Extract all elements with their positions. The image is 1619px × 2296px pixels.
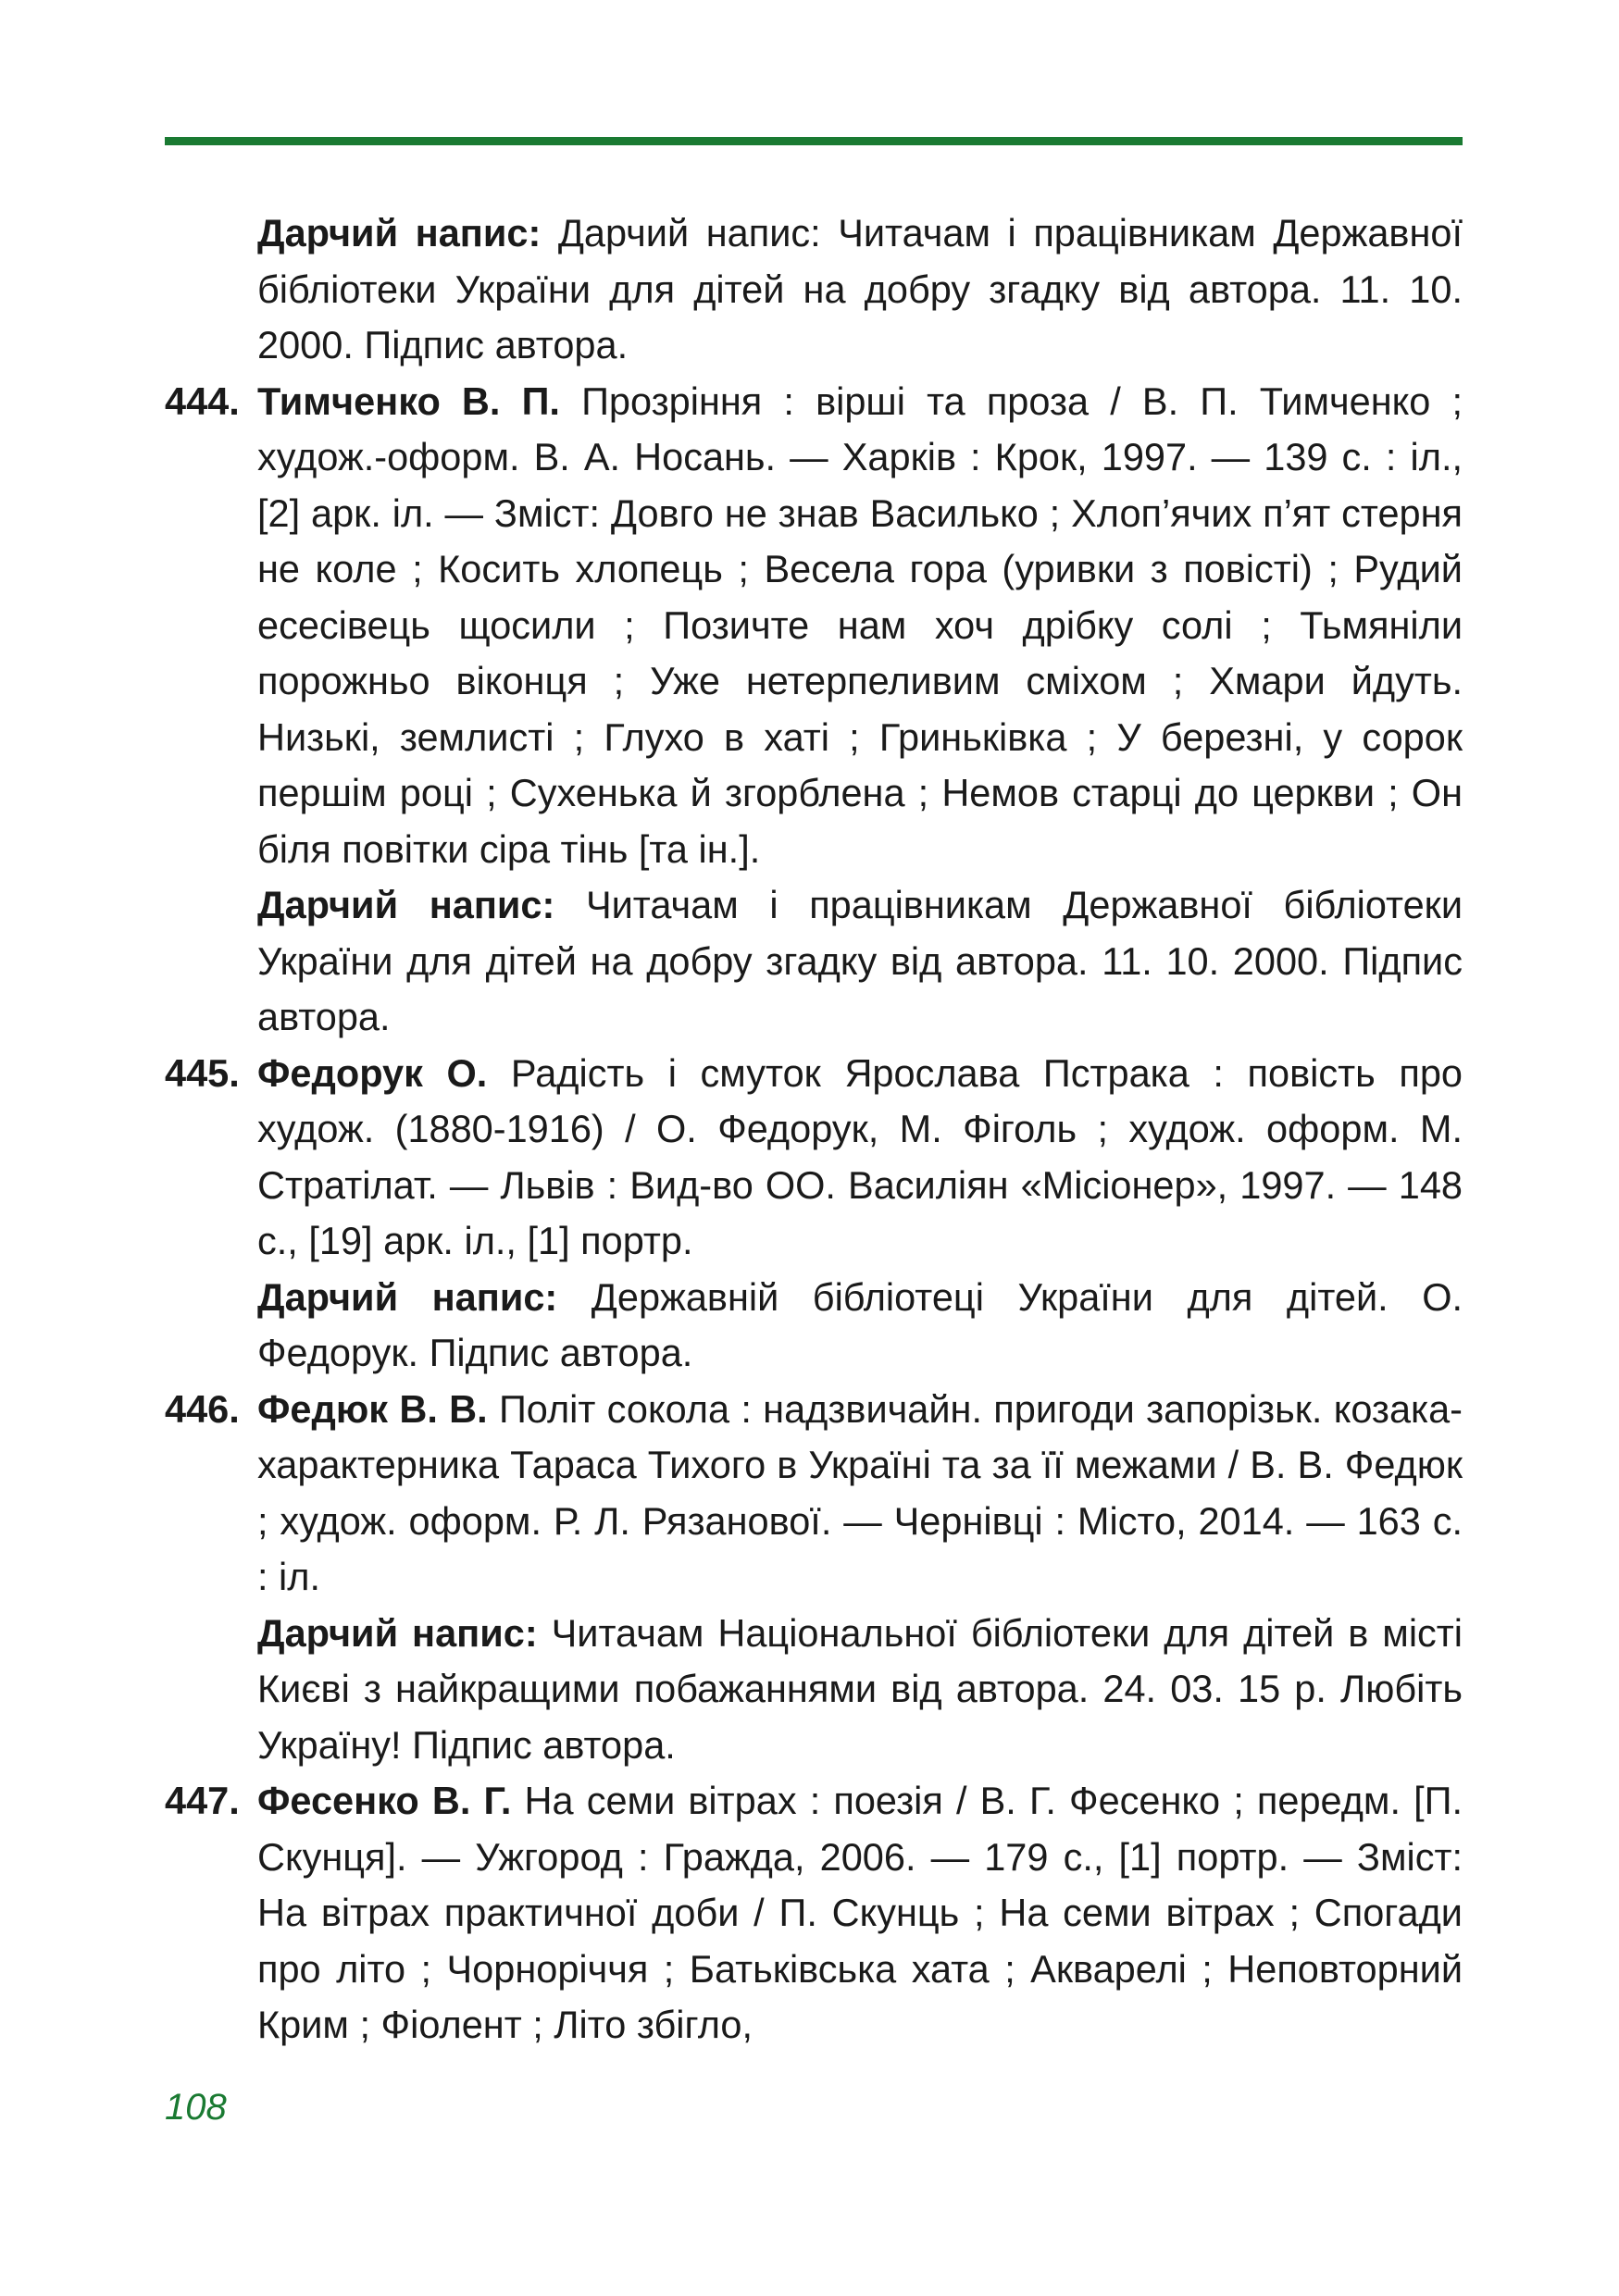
entry-body: На семи вітрах : поезія / В. Г. Фесенко ; передм. [П. Скунця]. — Ужгород : Гражда, 2006. — 179 с., [1] портр. — Зміст: На вітрах практичної доби / П. Скунць ; На семи вітрах ; Спогади про літо ; Чорноріччя ; Батьківська хата ; Акварелі ; Неповторний Крим ; Фіолент ; Літо збігло, — [257, 1779, 1463, 2046]
entry-number: 446. — [165, 1386, 240, 1431]
entry-number: 444. — [165, 379, 240, 423]
entry-number: 447. — [165, 1779, 240, 1822]
bibliography-entry-444 — [165, 374, 1463, 1046]
entry-body: Прозріння : вірші та проза / В. П. Тимченко ; худож.-оформ. В. А. Носань. — Харків : Крок, 1997. — 139 с. : іл., [2] арк. іл. — Зміст: Довго не знав Василько ; Хлоп’ячих п’ят стерня не коле ; Косить хлопець ; Весела гора (уривки з повісті) ; Рудий есесівець щосили ; Позичте нам хоч дрібку солі ; Тьмяніли порожньо віконця ; Уже нетерпеливим сміхом ; Хмари йдуть. Низькі, землисті ; Глухо в хаті ; Гриньківка ; У березні, у сорок першім році ; Сухенька й згорблена ; Немов старці до церкви ; Он біля повітки сіра тінь [та ін.]. — [257, 379, 1463, 871]
entry-body: Радість і смуток Ярослава Пстрака : повість про худож. (1880-1916) / О. Федорук, М. Фіголь ; худож. оформ. М. Стратілат. — Львів : Вид-во ОО. Василіян «Місіонер», 1997. — 148 с., [19] арк. іл., [1] портр. — [257, 1050, 1463, 1262]
entry-number: 445. — [165, 1050, 240, 1095]
note-text: Читачам і працівникам Державної бібліотеки України для дітей на добру згадку від автора. 11. 10. 2000. Підпис автора. — [257, 883, 1463, 1038]
entry-author: Федорук О. — [257, 1050, 488, 1095]
entry-body: Політ сокола : надзвичайн. пригоди запорізьк. козака-характерника Тараса Тихого в Україні та за її межами / В. В. Федюк ; худож. оформ. Р. Л. Рязанової. — Чернівці : Місто, 2014. — 163 с. : іл. — [257, 1386, 1463, 1598]
entry-author: Тимченко В. П. — [257, 379, 560, 423]
note-text: Дарчий напис: Читачам і працівникам Державної бібліотеки України для дітей на добру згадку від автора. 11. 10. 2000. Підпис автора. — [257, 211, 1463, 366]
note-label: Дарчий напис: — [257, 1274, 558, 1319]
continued-inscription-note — [165, 205, 1463, 374]
note-text: Державній бібліотеці України для дітей. О. Федорук. Підпис автора. — [257, 1274, 1463, 1374]
note-text: Читачам Національної бібліотеки для дітей в місті Києві з найкращими побажаннями від автора. 24. 03. 15 р. Любіть Україну! Підпис автора. — [257, 1610, 1463, 1767]
entry-author: Федюк В. В. — [257, 1386, 488, 1431]
note-label: Дарчий напис: — [257, 1610, 538, 1655]
bibliography-entry-446 — [165, 1382, 1463, 1774]
bibliography-entry-447 — [165, 1773, 1463, 2054]
bibliography-entry-445 — [165, 1046, 1463, 1382]
note-label: Дарчий напис: — [257, 211, 542, 254]
page-number: 108 — [165, 2087, 227, 2128]
entry-author: Фесенко В. Г. — [257, 1779, 512, 1822]
page-content — [165, 205, 1463, 2054]
top-rule — [165, 137, 1463, 145]
note-label: Дарчий напис: — [257, 883, 555, 926]
